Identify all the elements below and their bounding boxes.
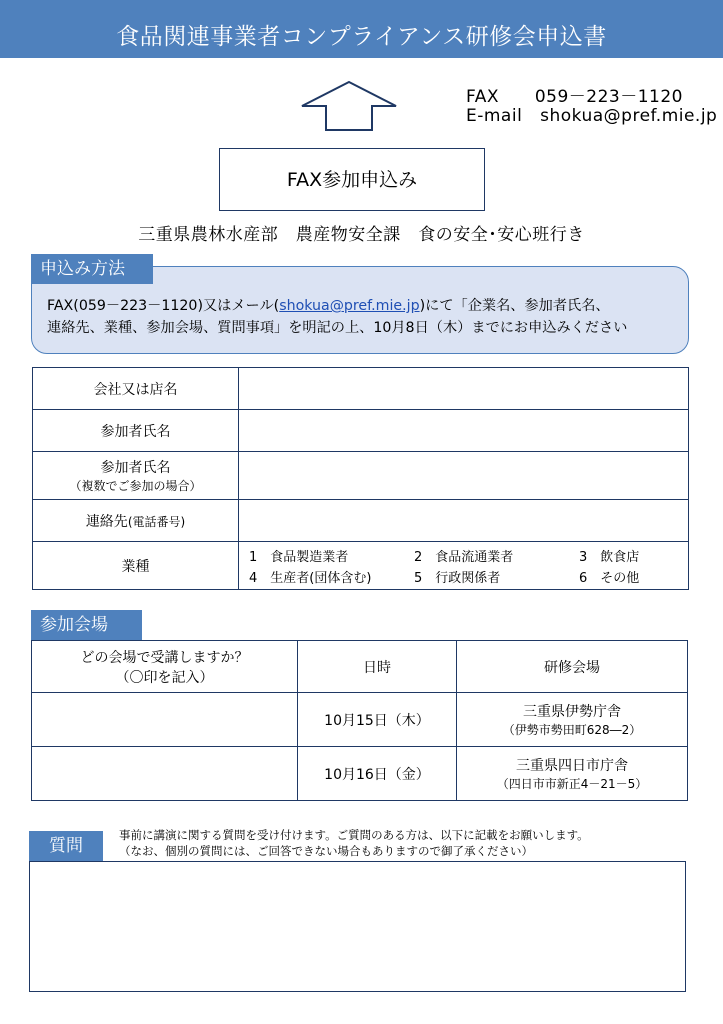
method-line-1-prefix: FAX(059－223－1120)又はメール( (47, 298, 280, 314)
venue-place: 三重県四日市庁舎 (516, 758, 628, 774)
participants-multi-note: （複数でご参加の場合） (69, 479, 202, 493)
participants-multi-input-cell[interactable] (239, 452, 689, 500)
company-label: 会社又は店名 (33, 368, 239, 410)
questions-note-line-1: 事前に講演に関する質問を受け付けます。ご質問のある方は、以下に記載をお願いします。 (119, 828, 589, 842)
venue-select-cell[interactable] (32, 693, 298, 747)
table-row (32, 693, 688, 747)
industry-option[interactable]: 4 生産者(団体含む) (249, 570, 372, 586)
venue-date: 10月16日（金） (298, 747, 457, 801)
venue-address: （四日市市新正4－21－5） (496, 777, 648, 791)
venue-place-cell (457, 747, 688, 801)
method-line-1-suffix: )にて「企業名、参加者氏名、 (419, 298, 610, 314)
questions-note-line-2: （なお、個別の質問には、ご回答できない場合もありますので御了承ください） (119, 844, 533, 858)
table-row (33, 542, 689, 590)
table-row (33, 452, 689, 500)
email-contact (466, 106, 717, 126)
participant-input-cell[interactable] (239, 410, 689, 452)
industry-options-cell (239, 542, 689, 590)
industry-option[interactable]: 3 飲食店 (579, 549, 640, 565)
email-link[interactable]: shokua@pref.mie.jp (279, 298, 420, 314)
venue-which-line-1: どの会場で受講しますか？ (80, 649, 249, 666)
contact-note: (電話番号) (127, 514, 186, 529)
recipient-line: 三重県農林水産部 農産物安全課 食の安全･安心班行き (138, 225, 585, 245)
contact-label: 連絡先 (85, 513, 128, 530)
questions-input-box[interactable] (29, 861, 686, 992)
email-address: shokua@pref.mie.jp (540, 106, 718, 126)
up-arrow-icon (300, 80, 398, 132)
method-line-1 (47, 295, 687, 317)
venue-place-cell (457, 693, 688, 747)
table-row (32, 747, 688, 801)
email-label: E-mail (466, 106, 523, 126)
application-method-label: 申込み方法 (31, 254, 153, 284)
venue-address: （伊勢市勢田町628―2） (502, 723, 642, 737)
venue-date: 10月15日（木） (298, 693, 457, 747)
contact-input-cell[interactable] (239, 500, 689, 542)
participant-label: 参加者氏名 (33, 410, 239, 452)
fax-application-box: FAX参加申込み (219, 148, 485, 211)
questions-label: 質問 (29, 831, 103, 861)
table-row (32, 641, 688, 693)
industry-option[interactable]: 1 食品製造業者 (249, 549, 349, 565)
fax-contact (466, 82, 683, 107)
industry-option[interactable]: 6 その他 (579, 570, 640, 586)
table-row (33, 368, 689, 410)
contact-label-cell (33, 500, 239, 542)
participants-multi-label-cell (33, 452, 239, 500)
application-method-text (47, 295, 687, 339)
participants-multi-label: 参加者氏名 (100, 460, 171, 476)
venue-place: 三重県伊勢庁舎 (523, 704, 621, 720)
venue-section-label: 参加会場 (31, 610, 142, 640)
industry-option[interactable]: 2 食品流通業者 (414, 549, 514, 565)
fax-number: 059－223－1120 (534, 87, 683, 107)
venue-which-line-2: （〇印を記入） (115, 669, 214, 686)
industry-label: 業種 (33, 542, 239, 590)
applicant-info-table (32, 367, 689, 590)
venue-date-header: 日時 (298, 641, 457, 693)
company-input-cell[interactable] (239, 368, 689, 410)
questions-note (119, 827, 589, 859)
table-row (33, 500, 689, 542)
venue-table (31, 640, 688, 801)
venue-which-header (32, 641, 298, 693)
method-line-2: 連絡先、業種、参加会場、質問事項」を明記の上、10月8日（木）までにお申込みください (47, 320, 628, 336)
table-row (33, 410, 689, 452)
venue-place-header: 研修会場 (457, 641, 688, 693)
page-title: 食品関連事業者コンプライアンス研修会申込書 (0, 0, 723, 58)
fax-label: FAX (466, 87, 499, 107)
venue-select-cell[interactable] (32, 747, 298, 801)
industry-option[interactable]: 5 行政関係者 (414, 570, 501, 586)
